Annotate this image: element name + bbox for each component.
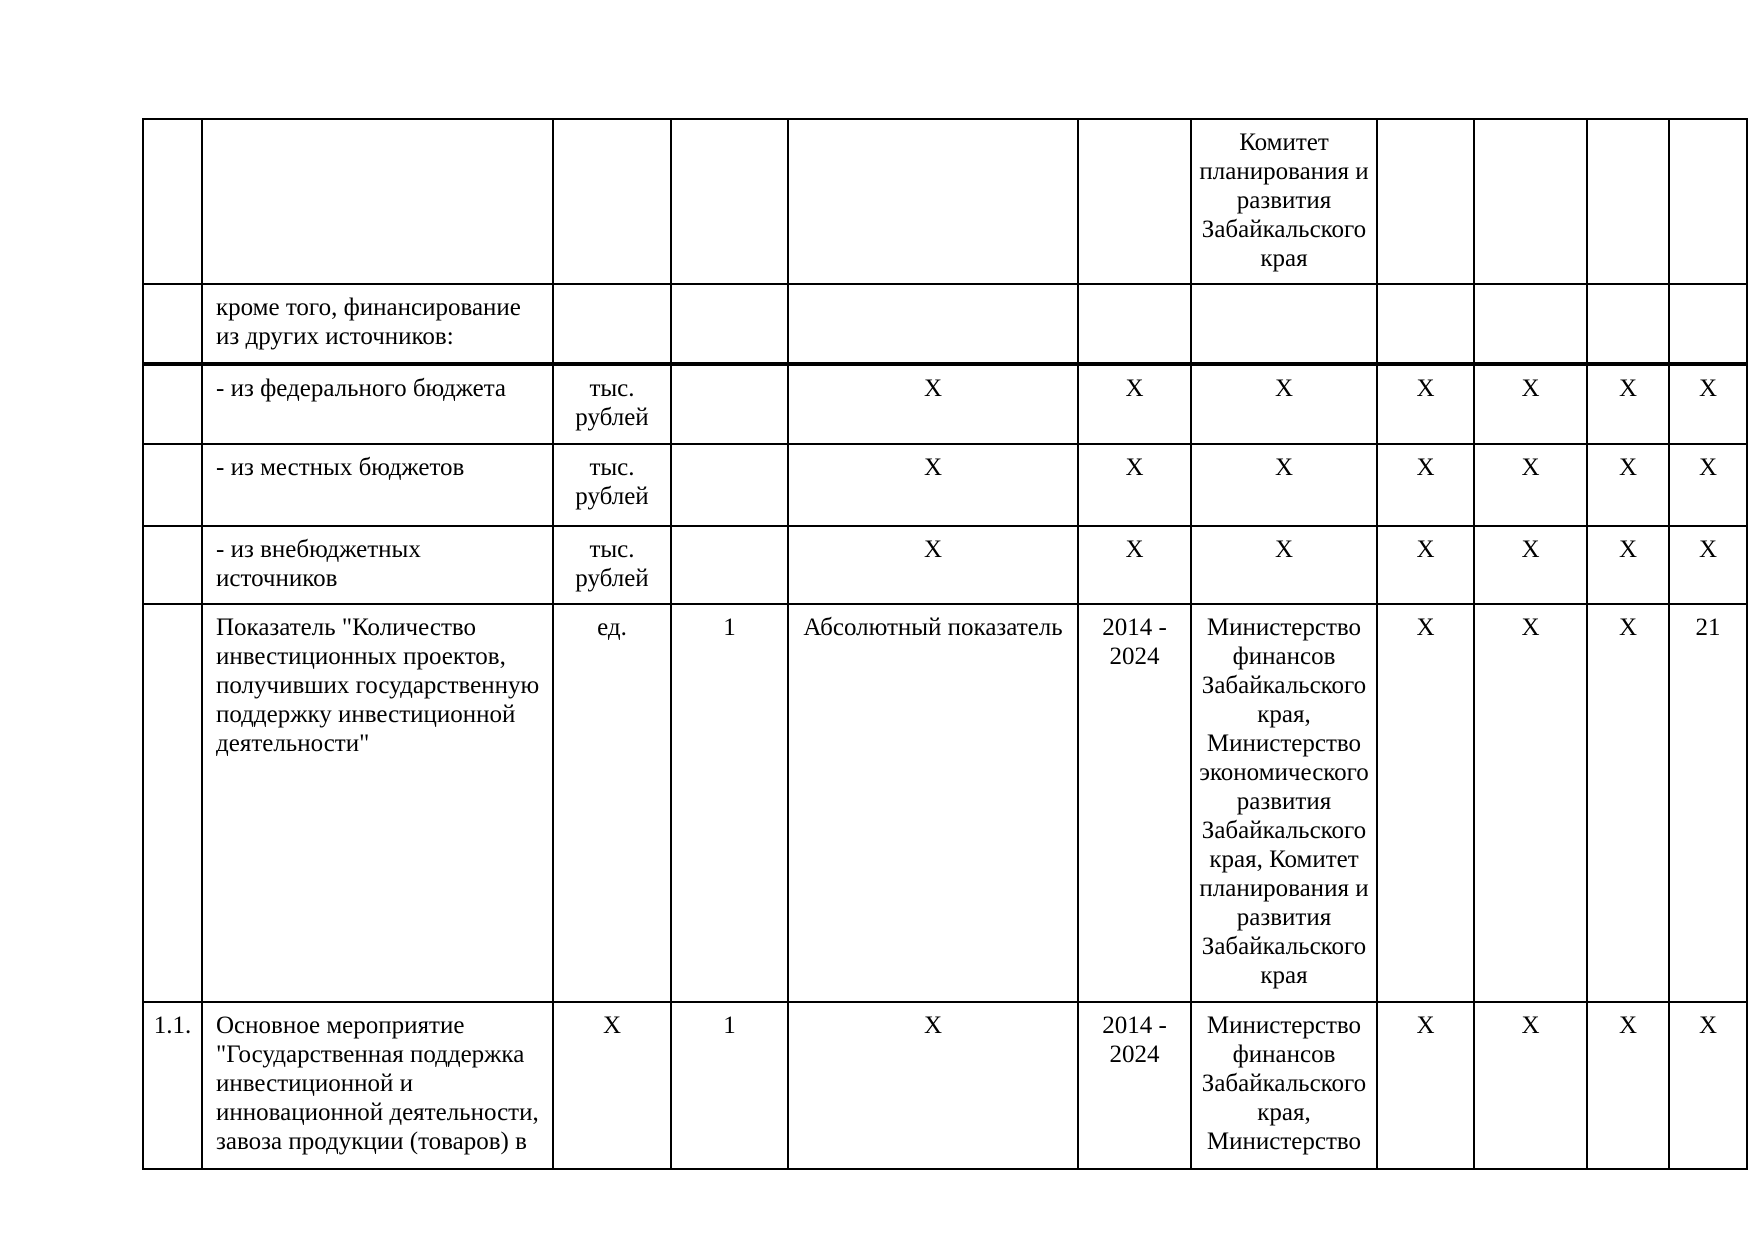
table-cell — [1474, 284, 1587, 364]
table-cell: X — [1377, 364, 1474, 444]
table-cell — [671, 364, 788, 444]
table-cell: X — [788, 444, 1078, 526]
table-cell: X — [1474, 604, 1587, 1002]
table-cell — [671, 284, 788, 364]
table-cell: X — [1377, 526, 1474, 604]
table-cell — [1587, 284, 1669, 364]
table-cell — [143, 604, 202, 1002]
committee-executor-row — [143, 119, 1747, 284]
table-cell: - из внебюджетных источников — [202, 526, 553, 604]
table-cell: тыс. рублей — [553, 364, 671, 444]
table-cell: X — [1587, 604, 1669, 1002]
table-cell: X — [1078, 364, 1191, 444]
table-cell — [1669, 119, 1747, 284]
table-cell: X — [1669, 444, 1747, 526]
table-cell — [1587, 119, 1669, 284]
table-cell — [671, 119, 788, 284]
table-cell: X — [788, 526, 1078, 604]
table-cell: X — [1474, 1002, 1587, 1169]
table-cell — [143, 444, 202, 526]
table-cell — [788, 119, 1078, 284]
table-cell: кроме того, финансирование из других источников: — [202, 284, 553, 364]
table-cell: X — [1377, 1002, 1474, 1169]
table-cell: X — [1078, 526, 1191, 604]
table-cell: X — [1191, 444, 1377, 526]
table-cell: X — [1669, 364, 1747, 444]
table-cell: X — [1377, 604, 1474, 1002]
table-cell: Показатель "Количество инвестиционных проектов, получивших государственную поддержку инвестиционной деятельности" — [202, 604, 553, 1002]
table-cell: X — [1191, 364, 1377, 444]
table-cell: X — [788, 1002, 1078, 1169]
table-cell: 1.1. — [143, 1002, 202, 1169]
table-cell: X — [788, 364, 1078, 444]
table-cell — [671, 444, 788, 526]
table-cell — [1078, 284, 1191, 364]
table-cell: 2014 - 2024 — [1078, 604, 1191, 1002]
table-cell — [1191, 284, 1377, 364]
table-cell: тыс. рублей — [553, 444, 671, 526]
table-cell: - из федерального бюджета — [202, 364, 553, 444]
table-cell — [788, 284, 1078, 364]
table-cell: X — [1669, 1002, 1747, 1169]
table-cell: X — [1474, 364, 1587, 444]
table-cell: Министерство финансов Забайкальского края, Министерство экономического развития Забайкальского края, Комитет планирования и развития Забайкальского края — [1191, 604, 1377, 1002]
table-cell — [1377, 119, 1474, 284]
main-activity-1-1-row — [143, 1002, 1747, 1169]
table-cell: - из местных бюджетов — [202, 444, 553, 526]
table-cell — [671, 526, 788, 604]
table-cell — [143, 526, 202, 604]
table-cell — [143, 284, 202, 364]
table-cell: X — [1587, 444, 1669, 526]
table-cell: X — [1587, 364, 1669, 444]
federal-budget-row — [143, 364, 1747, 444]
table-cell: 2014 - 2024 — [1078, 1002, 1191, 1169]
other-sources-row — [143, 284, 1747, 364]
table-cell — [553, 284, 671, 364]
table-cell — [1078, 119, 1191, 284]
local-budgets-row — [143, 444, 1747, 526]
indicator-investment-projects-row — [143, 604, 1747, 1002]
table-cell: X — [1587, 526, 1669, 604]
table-cell: 1 — [671, 1002, 788, 1169]
table-cell: X — [1474, 526, 1587, 604]
table-body — [143, 119, 1747, 1169]
table-cell — [1669, 284, 1747, 364]
table-cell — [1377, 284, 1474, 364]
table-cell: 21 — [1669, 604, 1747, 1002]
table-cell: Министерство финансов Забайкальского края, Министерство — [1191, 1002, 1377, 1169]
table-cell: X — [1191, 526, 1377, 604]
table-cell: 1 — [671, 604, 788, 1002]
table-cell — [143, 119, 202, 284]
table-cell: тыс. рублей — [553, 526, 671, 604]
table-cell: ед. — [553, 604, 671, 1002]
table-cell — [143, 364, 202, 444]
table-cell — [1474, 119, 1587, 284]
table-cell: Абсолютный показатель — [788, 604, 1078, 1002]
table-cell — [553, 119, 671, 284]
table-cell — [202, 119, 553, 284]
program-indicators-table — [142, 118, 1748, 1170]
table-cell: X — [553, 1002, 671, 1169]
table-cell: Комитет планирования и развития Забайкальского края — [1191, 119, 1377, 284]
table-cell: X — [1669, 526, 1747, 604]
extrabudgetary-sources-row — [143, 526, 1747, 604]
table-cell: X — [1377, 444, 1474, 526]
table-cell: X — [1078, 444, 1191, 526]
table-cell: X — [1587, 1002, 1669, 1169]
table-cell: X — [1474, 444, 1587, 526]
table-cell: Основное мероприятие "Государственная поддержка инвестиционной и инновационной деятельности, завоза продукции (товаров) в — [202, 1002, 553, 1169]
